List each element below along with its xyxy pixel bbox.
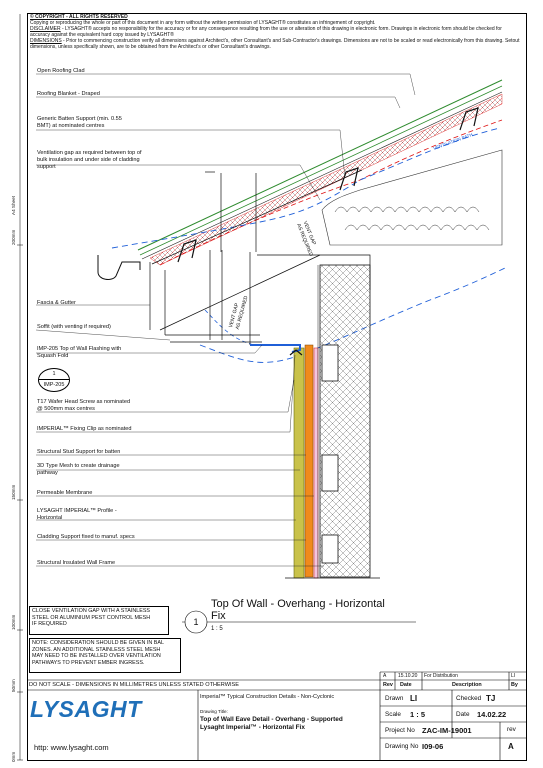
vent-gap-label-soffit: VENT GAP AS REQUIRED [228,295,250,331]
do-not-scale-note: DO NOT SCALE - DIMENSIONS IN MILLIMETRES UNLESS STATED OTHERWISE [29,682,240,688]
drawing-no-value: I09-06 [422,742,444,751]
copyright-text: Copying or reproducing the whole or part of this document in any form without the written permission of LYSAGHT® constitutes an infringement of copyright. [30,20,376,27]
scale-mark-150: 150mm [11,484,16,500]
callout-fixing-clip: IMPERIAL™ Fixing Clip as nominated [37,426,132,432]
drawing-title: Top of Wall Eave Detail - Overhang - Supported Lysaght Imperial™ - Horizontal Fix [200,716,343,731]
wall-top-flashing [250,345,300,352]
flashing-reference-bubble [38,368,70,392]
callout-mesh: 3D Type Mesh to create drainage pathway [37,463,120,476]
ventilation-path-label: VENTILATION PATH [432,132,474,151]
by-header: By [511,682,518,688]
date-value: 14.02.22 [477,710,507,719]
rev-value: A [508,742,514,751]
rev-row-description: For Distribution [424,673,458,679]
detail-title: Top Of Wall - Overhang - Horizontal Fix [211,598,385,622]
sheet-size-label: A4 Sheet [11,196,16,215]
scale-mark-200: 200mm [11,229,16,245]
vent-gap-label-roof: VENT GAP AS REQUIRED [295,220,317,258]
callout-soffit: Soffit (with venting if required) [37,324,111,330]
rev-row-date: 15.10.20 [398,673,418,679]
dimensions-text: - Prior to commencing construction verify all dimensions against Architect's, other Consultant's and Sub-Contractor's drawings. Dimensions are not to be scaled or read electronically from this drawing. Setout dimensions, unless specifically shown, are to be obtained from the Architect's or other Consultant's drawings. [30,38,520,51]
scale-mark-100: 100mm [11,614,16,630]
scale-label: Scale [385,711,401,718]
project-value: ZAC-IM-19001 [422,726,472,735]
callout-open-roofing: Open Roofing Clad [37,68,85,74]
rev-row-rev: A [383,673,387,679]
rev-header: Rev [383,682,393,688]
callout-cladding-support: Cladding Support fixed to manuf. specs [37,534,135,540]
series-title: Imperial™ Typical Construction Details - Non-Cyclonic [200,694,335,700]
bal-note-box: NOTE: CONSIDERATION SHOULD BE GIVEN IN BAL ZONES. AN ADDITIONAL STAINLESS STEEL MESH MAY NEED TO BE INSTALLED OVER VENTILATION PATHWAYS TO PREVENT EMBER INGRESS. [29,638,181,673]
callout-batten-support: Generic Batten Support (min. 0.55 BMT) at nominated centres [37,116,122,129]
detail-number: 1 [193,617,199,627]
drawing-title-label: Drawing Title: [200,709,228,714]
scale-mark-0: 0mm [11,751,16,762]
rev-label: rev [507,726,516,733]
rev-row-by: LI [511,673,516,679]
fascia-gutter [98,255,140,279]
callout-wall-frame: Structural Insulated Wall Frame [37,560,116,566]
callout-ventilation-gap: Ventilation gap as required between top of bulk insulation and under side of cladding support [37,150,142,170]
mesh-note-box: CLOSE VENTILATION GAP WITH A STAINLESS STEEL OR ALUMINIUM PEST CONTROL MESH IF REQUIRED [29,606,169,635]
stud-support [305,345,313,577]
callout-wafer-screw: T17 Wafer Head Screw as nominated @ 500mm max centres [37,399,131,412]
lysaght-logo: LYSAGHT [30,696,142,722]
scale-ruler [17,14,23,760]
description-header: Description [452,682,482,688]
checked-label: Checked [456,695,482,702]
date-header: Date [400,682,412,688]
callout-roofing-blanket: Roofing Blanket - Draped [37,91,100,97]
callout-stud-support: Structural Stud Support for batten [37,449,121,455]
copyright-heading: © COPYRIGHT - ALL RIGHTS RESERVED [30,14,128,20]
callout-imperial-profile: LYSAGHT IMPERIAL™ Profile - Horizontal [37,508,117,521]
dimensions-heading: DIMENSIONS [30,38,62,45]
flashing-ref-code: IMP-205 [39,379,69,390]
roof-insulation [322,150,502,245]
drawn-label: Drawn [385,695,404,702]
disclaimer-heading: DISCLAIMER [30,26,61,33]
checked-value: TJ [486,694,496,703]
scale-value: 1 : 5 [410,710,426,719]
detail-scale: 1 : 5 [211,626,223,632]
permeable-membrane [314,348,318,578]
cladding-profile [294,348,304,578]
disclaimer-text: - LYSAGHT® accepts no responsibility for the accuracy or for any consequence resulting from the use or alteration of this drawing in electronic form. Drawings in electronic form should be checked for accuracy against the equivalent hard copy issued by LYSAGHT® [30,26,502,39]
callout-membrane: Permeable Membrane [37,490,93,496]
callout-wall-flashing: IMP-205 Top of Wall Flashing with Squash Fold [37,346,122,359]
callout-fascia-gutter: Fascia & Gutter [37,300,76,306]
project-label: Project No [385,727,415,734]
website-url: http: www.lysaght.com [34,743,109,752]
wall-frame [320,265,370,577]
scale-mark-50: 50mm [11,679,16,692]
drawn-value: LI [410,694,418,703]
drawing-no-label: Drawing No [385,743,419,750]
flashing-ref-number: 1 [52,371,56,377]
date-label: Date [456,711,470,718]
